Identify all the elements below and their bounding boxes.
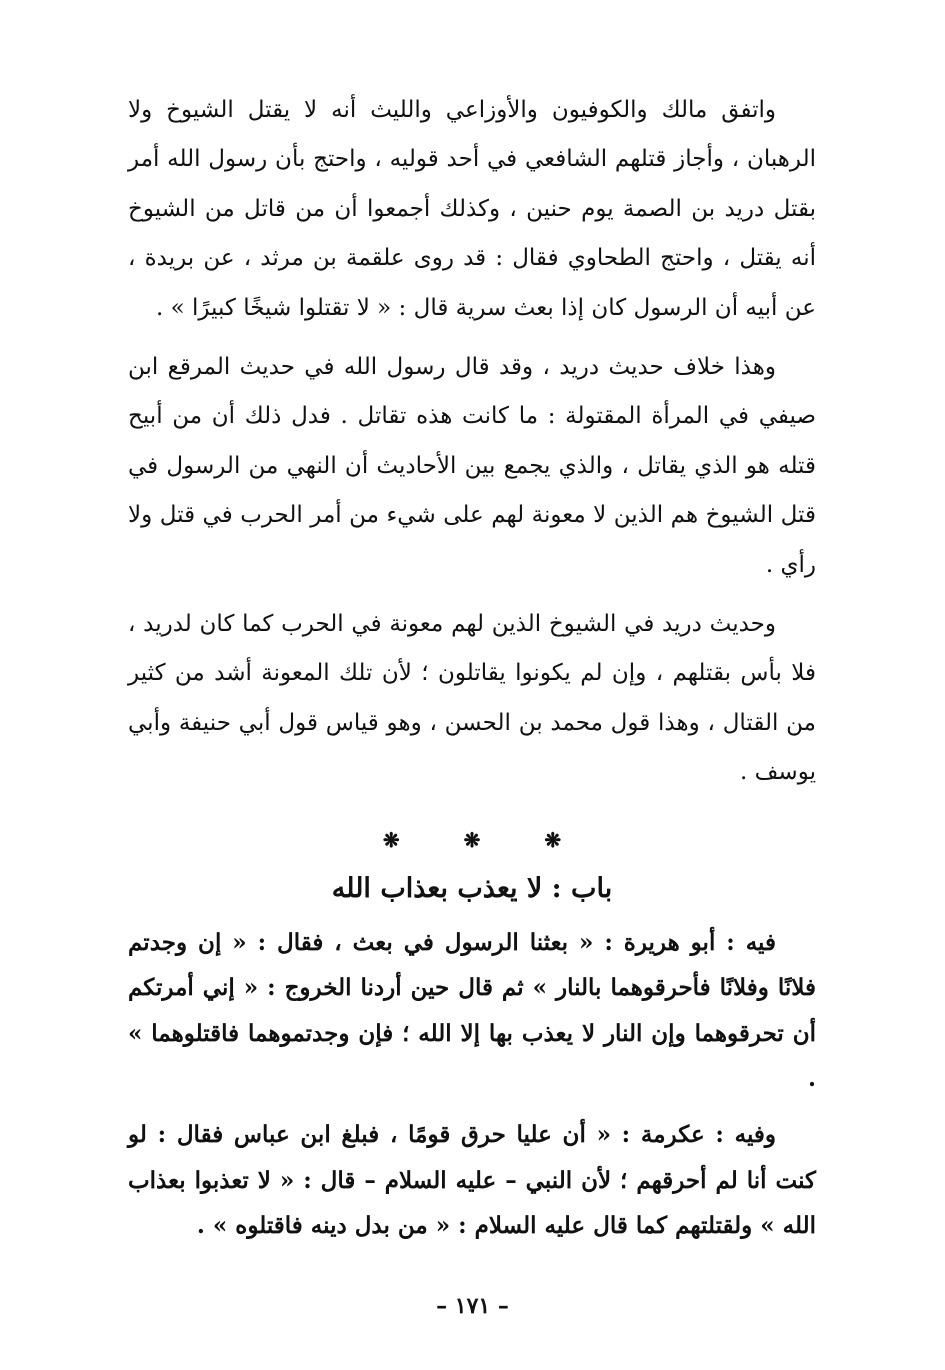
paragraph-3: وحديث دريد في الشيوخ الذين لهم معونة في الحرب كما كان لدريد ، فلا بأس بقتلهم ، وإن لم يكونوا يقاتلون ؛ لأن تلك المعونة أشد من كثير من القتال ، وهذا قول محمد بن الحسن ، وهو قياس قول أبي حنيفة وأبي يوسف . xyxy=(128,611,816,786)
page-body xyxy=(128,86,816,1249)
paragraph-2: وهذا خلاف حديث دريد ، وقد قال رسول الله في حديث المرقع ابن صيفي في المرأة المقتولة : ما كانت هذه تقاتل . فدل ذلك أن من أبيح قتله هو الذي يقاتل ، والذي يجمع بين الأحاديث أن النهي من الرسول في قتل الشيوخ هم الذين لا معونة لهم على شيء من أمر الحرب في قتل ولا رأي . xyxy=(128,354,816,578)
chapter-paragraph-2: وفيه : عكرمة : « أن عليا حرق قومًا ، فبلغ ابن عباس فقال : لو كنت أنا لم أحرقهم ؛ لأن النبي – عليه السلام – قال : « لا تعذبوا بعذاب الله » ولقتلتهم كما قال عليه السلام : « من بدل دينه فاقتلوه » . xyxy=(128,1121,816,1240)
chapter-title: باب : لا يعذب بعذاب الله xyxy=(331,872,613,904)
separator-ornament: ❋ xyxy=(544,827,562,852)
paragraph-1: واتفق مالك والكوفيون والأوزاعي والليث أنه لا يقتل الشيوخ ولا الرهبان ، وأجاز قتلهم الشافعي في أحد قوليه ، واحتج بأن رسول الله أمر بقتل دريد بن الصمة يوم حنين ، وكذلك أجمعوا أن من قاتل من الشيوخ أنه يقتل ، واحتج الطحاوي فقال : قد روى علقمة بن مرثد ، عن بريدة ، عن أبيه أن الرسول كان إذا بعث سرية قال : « لا تقتلوا شيخًا كبيرًا » . xyxy=(128,97,816,321)
chapter-paragraph-1: فيه : أبو هريرة : « بعثنا الرسول في بعث ، فقال : « إن وجدتم فلانًا وفلانًا فأحرقوهما بالنار » ثم قال حين أردنا الخروج : « إني أمرتكم أن تحرقوهما وإن النار لا يعذب بها إلا الله ؛ فإن وجدتموهما فاقتلوهما » . xyxy=(128,928,816,1093)
separator-ornament: ❋ xyxy=(382,827,400,852)
section-separator xyxy=(128,820,816,860)
page-number: – ١٧١ – xyxy=(436,1293,509,1319)
separator-ornament: ❋ xyxy=(463,827,481,852)
